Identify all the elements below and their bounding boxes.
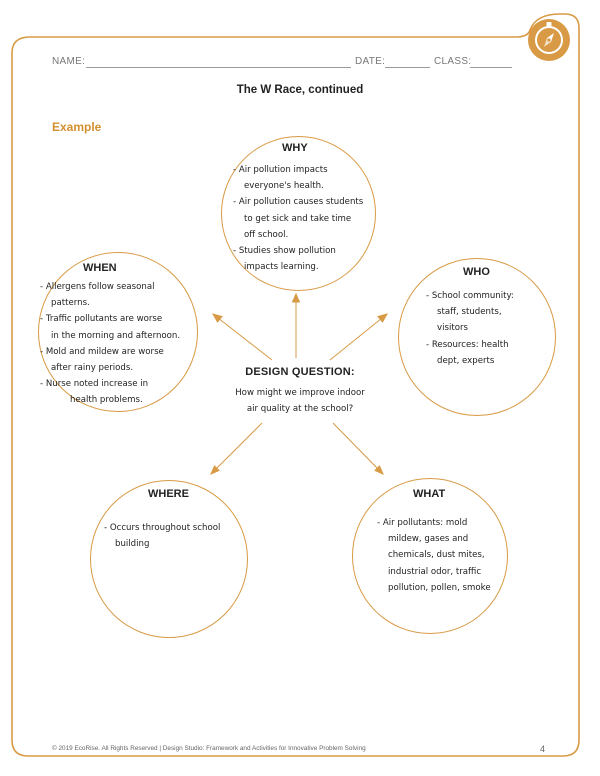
design-question-line: How might we improve indoor	[235, 388, 365, 398]
why-note: - Air pollution causes students	[233, 197, 364, 208]
why-note: - Air pollution impacts	[233, 165, 328, 175]
who-note: dept, experts	[437, 355, 495, 366]
class-field[interactable]	[470, 67, 512, 68]
class-label: CLASS:	[434, 56, 472, 67]
section-label: Example	[52, 120, 102, 134]
page-title: The W Race, continued	[236, 84, 364, 96]
page-number: 4	[540, 744, 546, 754]
what-note: mildew, gases and	[388, 534, 469, 545]
where-title: WHERE	[148, 488, 189, 500]
who-note: staff, students,	[437, 307, 502, 318]
why-note: impacts learning.	[244, 262, 319, 273]
design-question-line: air quality at the school?	[246, 404, 354, 414]
what-note: industrial odor, traffic	[388, 566, 482, 577]
when-note: - Mold and mildew are worse	[40, 346, 164, 357]
design-question-title: DESIGN QUESTION:	[245, 366, 355, 378]
why-note: to get sick and take time	[244, 213, 352, 224]
why-title: WHY	[282, 142, 308, 154]
name-label: NAME:	[52, 56, 86, 67]
when-notes	[40, 279, 190, 409]
what-note: chemicals, dust mites,	[388, 550, 485, 561]
name-field[interactable]	[86, 67, 351, 68]
design-question-text	[200, 385, 400, 417]
footer-copyright: © 2019 EcoRise. All Rights Reserved | Design Studio: Framework and Activities for Innovative Problem Solving	[52, 745, 366, 752]
what-notes	[377, 515, 502, 596]
when-note: patterns.	[51, 298, 90, 309]
what-note: pollution, pollen, smoke	[388, 582, 491, 593]
why-note: off school.	[244, 229, 289, 240]
where-circle	[90, 480, 248, 638]
compass-icon	[527, 18, 571, 62]
arrows	[211, 294, 387, 474]
date-label: DATE:	[355, 56, 386, 67]
where-note: - Occurs throughout school	[104, 523, 221, 533]
when-note: - Nurse noted increase in	[40, 379, 149, 390]
when-note: in the morning and afternoon.	[51, 330, 181, 341]
who-note: visitors	[437, 323, 468, 334]
when-note: health problems.	[70, 395, 143, 406]
what-title: WHAT	[413, 488, 446, 500]
when-note: - Traffic pollutants are worse	[40, 314, 163, 325]
what-note: - Air pollutants: mold	[377, 518, 468, 528]
when-note: - Allergens follow seasonal	[40, 282, 155, 292]
who-note: - School community:	[426, 291, 514, 301]
who-title: WHO	[463, 266, 490, 278]
who-notes	[426, 288, 546, 369]
where-note: building	[115, 539, 150, 550]
when-title: WHEN	[83, 262, 117, 274]
when-note: after rainy periods.	[51, 363, 134, 374]
who-note: - Resources: health	[426, 339, 509, 350]
where-notes	[104, 520, 244, 552]
why-note: everyone's health.	[244, 181, 324, 192]
date-field[interactable]	[385, 67, 430, 68]
why-notes	[233, 162, 368, 275]
why-note: - Studies show pollution	[233, 246, 336, 257]
